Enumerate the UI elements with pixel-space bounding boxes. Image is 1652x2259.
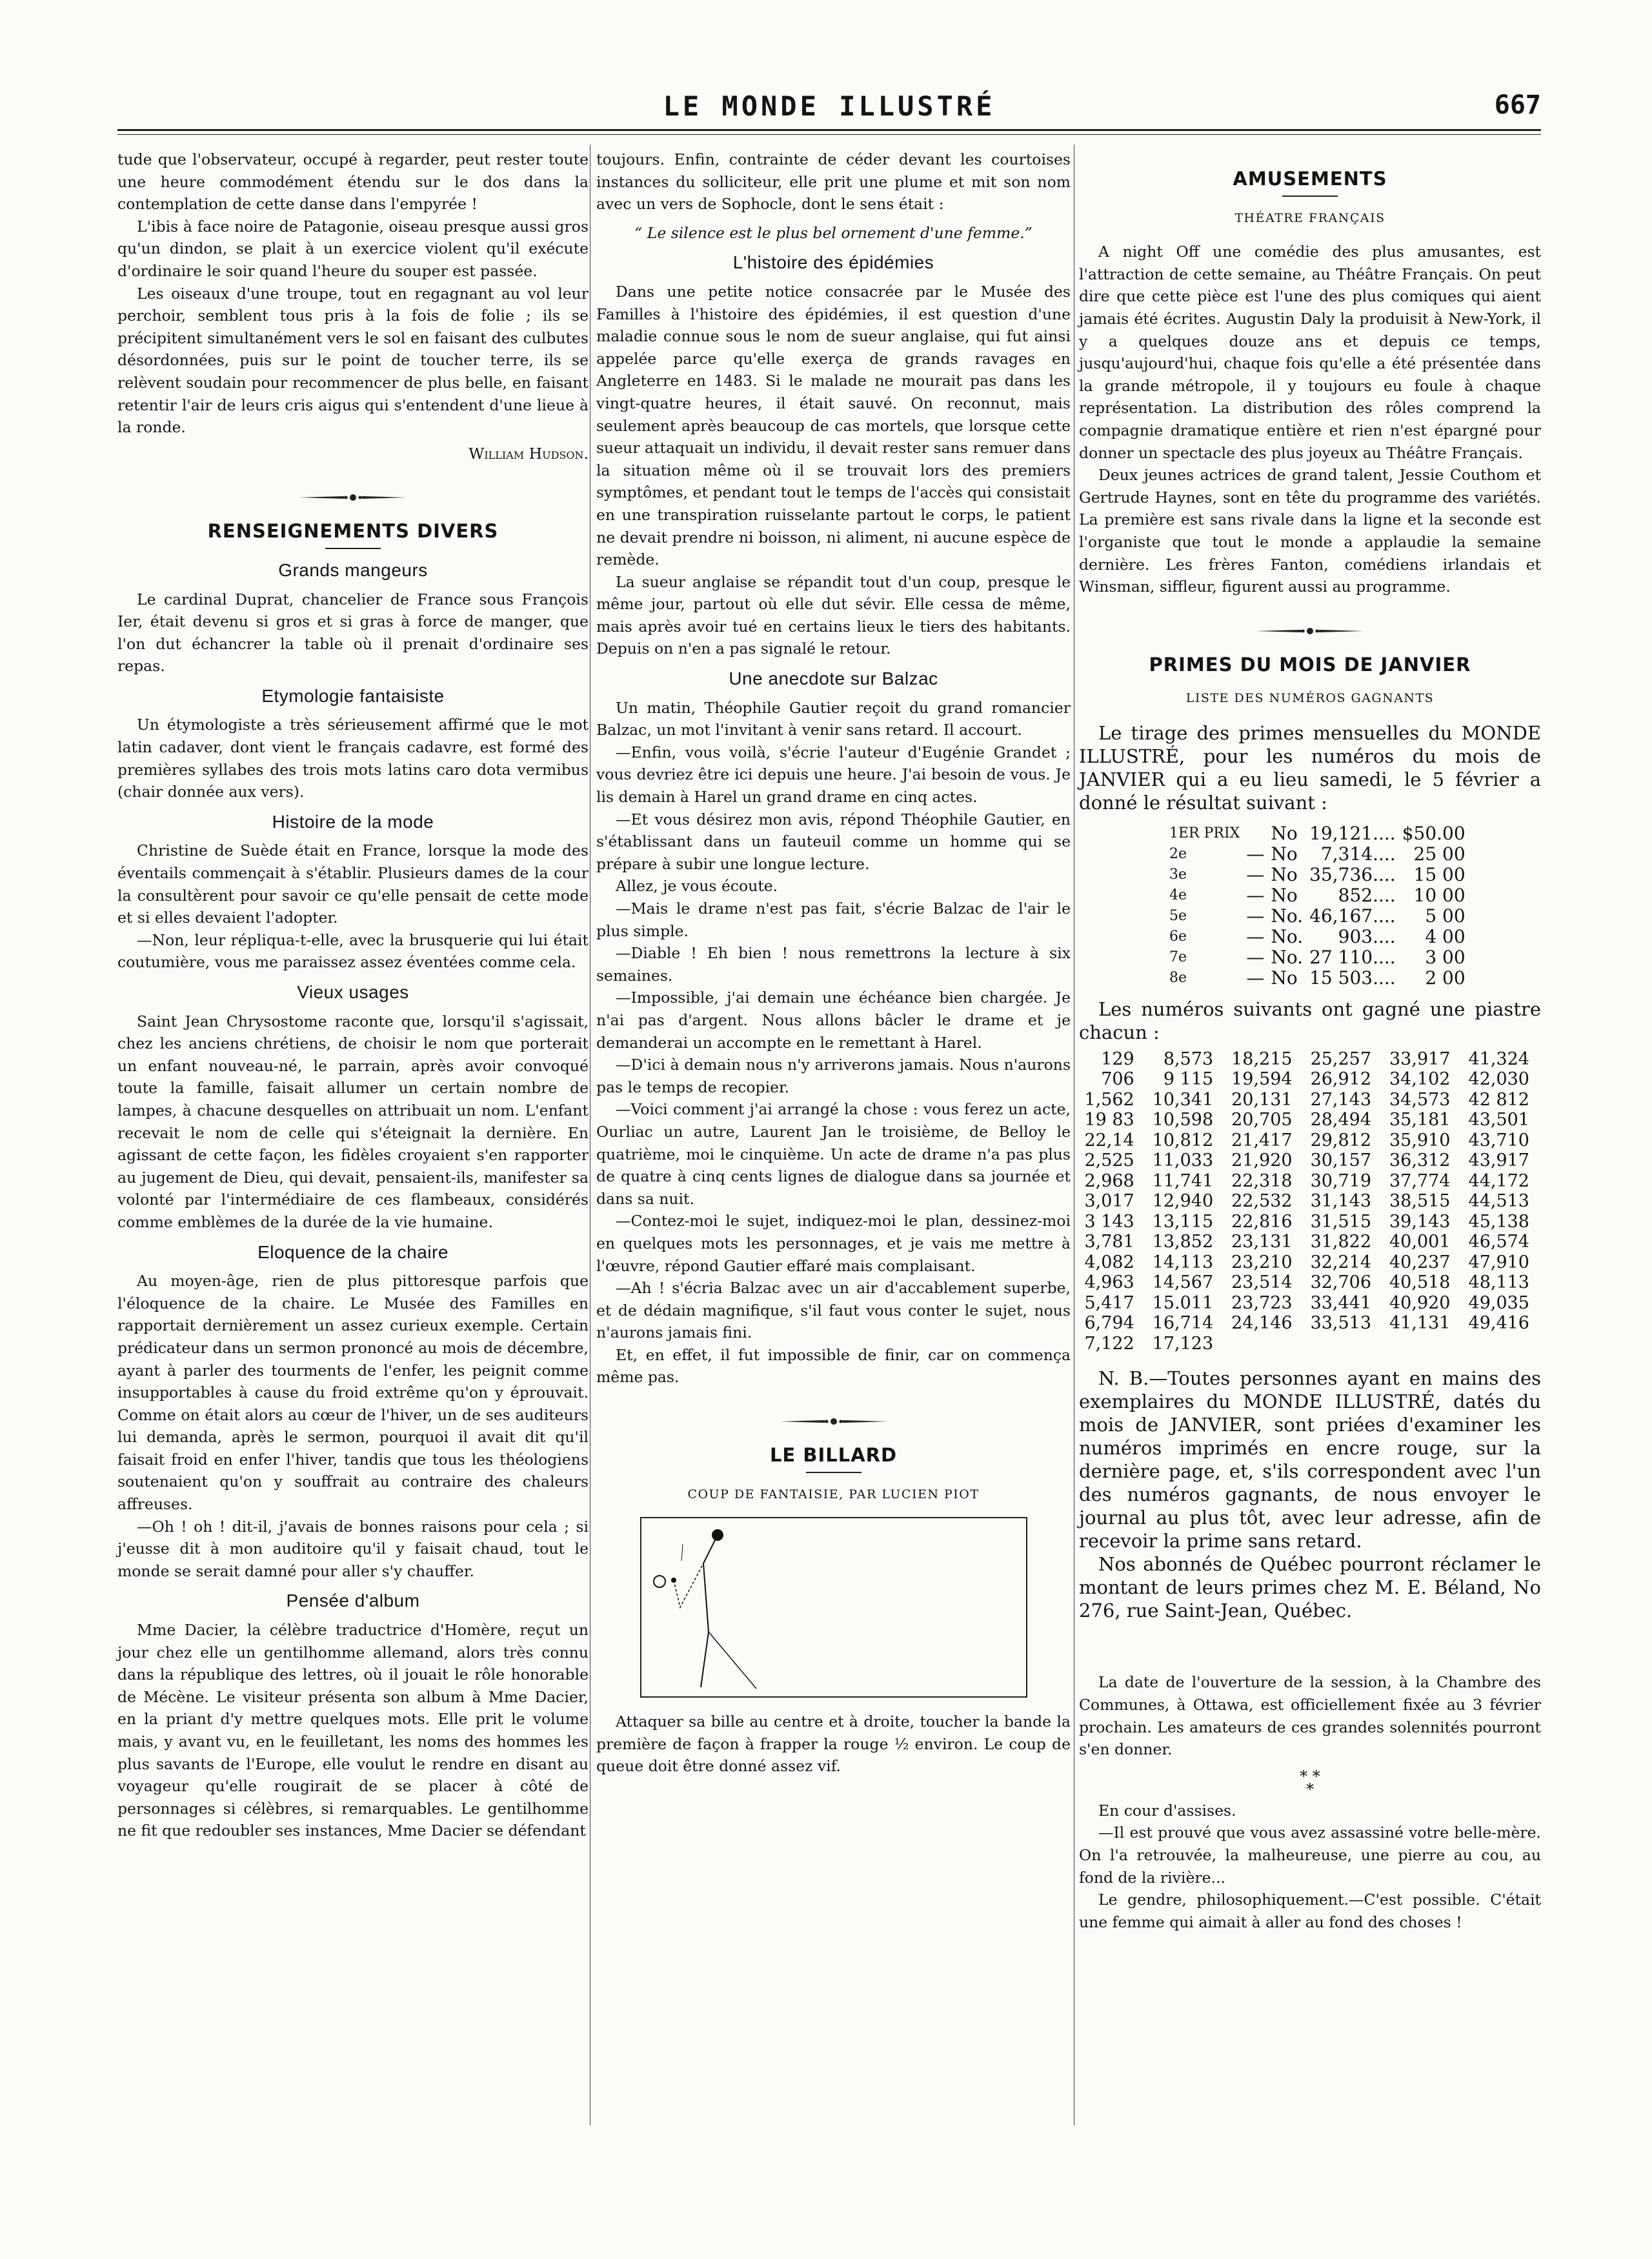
prize-amount: 5 00 — [1425, 905, 1466, 927]
prize-rank: 5e — [1169, 907, 1187, 924]
winning-number: 31,822 — [1310, 1232, 1372, 1252]
billard-title: LE BILLARD — [769, 1444, 898, 1467]
assises-paragraph-2: —Il est prouvé que vous avez assassiné votre belle-mère. On l'a retrouvée, la malheureuse, une pierre au cou, au fond de la rivière... — [1079, 1823, 1541, 1887]
numbers-row — [1079, 1334, 1541, 1354]
prize-amount: 3 00 — [1425, 946, 1466, 968]
winning-number: 17,123 — [1152, 1333, 1214, 1354]
balzac-paragraph-2: —Enfin, vous voilà, s'écrie l'auteur d'Eugénie Grandet ; vous devriez être ici depuis une heure. J'ai besoin de vous. Je lis demain à Harel un grand drame en cinq actes. — [596, 743, 1071, 807]
winning-number: 34,102 — [1389, 1069, 1451, 1090]
prize-number: 19,121.... — [1309, 822, 1396, 844]
winning-number: 42 812 — [1468, 1089, 1529, 1110]
prize-amount: 15 00 — [1413, 863, 1466, 885]
header-rule — [117, 129, 1541, 131]
winning-number: 21,920 — [1231, 1150, 1293, 1171]
winning-number: 14,113 — [1152, 1252, 1214, 1272]
winning-number: 27,143 — [1310, 1089, 1372, 1110]
balzac-paragraph-1: Un matin, Théophile Gautier reçoit du grand romancier Balzac, un mot l'invitant à venir sans retard. Il accourt. — [596, 698, 1071, 739]
prize-row — [1169, 823, 1472, 844]
assises-anecdote — [1079, 1800, 1541, 1934]
grands-mangeurs-text: Le cardinal Duprat, chancelier de France sous François Ier, était devenu si gros et si gras à force de manger, que l'on dut échancrer la table où il prenait d'ordinaire ses repas. — [117, 590, 589, 676]
prize-number: 7,314.... — [1320, 843, 1396, 865]
winning-number: 25,257 — [1310, 1049, 1372, 1069]
pensee-continued: toujours. Enfin, contrainte de céder devant les courtoises instances du solliciteur, elle prit une plume et mit son nom avec un vers de Sophocle, dont le sens était : — [596, 150, 1071, 214]
vieux-usages-text: Saint Jean Chrysostome raconte que, lorsqu'il s'agissait, chez les anciens chrétiens, de choisir le nom que porterait un enfant nouveau-né, le parrain, après avoir convoqué toute la famille, faisait allumer un certain nombre de lampes, à chacune desquelles on attribuait un nom. L'enfant recevait le nom de celle qui s'éteignait la dernière. En agissant de cette façon, les fidèles croyaient s'en rapporter au jugement de Dieu, qui devait, pensaient-ils, manifester sa volonté par l'intermédiaire de ces flambeaux, considérés comme emblèmes de la durée de la vie humaine. — [117, 1012, 589, 1231]
winning-number — [1383, 1334, 1462, 1354]
winning-number: 40,518 — [1389, 1272, 1451, 1293]
balzac-paragraph-11: —Ah ! s'écria Balzac avec un air d'accablement superbe, et de dédain magnifique, s'il faut vous conter le sujet, nous n'aurons jamais fini. — [596, 1279, 1071, 1342]
prize-rank: 3e — [1169, 866, 1187, 883]
winning-number: 7,122 — [1084, 1333, 1134, 1354]
winning-number: 20,131 — [1231, 1089, 1293, 1110]
winning-number: 2,525 — [1084, 1150, 1134, 1171]
winning-number: 13,115 — [1152, 1211, 1214, 1232]
winning-number: 34,573 — [1389, 1089, 1451, 1110]
winning-number: 9 115 — [1163, 1069, 1214, 1090]
eloquence-paragraph-2: —Oh ! oh ! dit-il, j'avais de bonnes raisons pour cela ; si j'eusse dit à mon auditoire qu'il y faisait chaud, tout le monde se serait damné pour aller s'y chauffer. — [117, 1517, 589, 1580]
winning-number: 40,920 — [1389, 1292, 1451, 1313]
short-rule — [806, 1472, 861, 1473]
winning-number: 4,963 — [1084, 1272, 1134, 1293]
epidemies-paragraph-2: La sueur anglaise se répandit tout d'un coup, presque le même jour, partout où elle dut sévir. Elle cessa de même, mais après avoir tué en certains lieux le tiers des habitants. Depuis on n'en a pas signalé le retour. — [596, 572, 1071, 658]
winning-number: 8,573 — [1163, 1049, 1214, 1069]
balzac-paragraph-5: —Mais le drame n'est pas fait, s'écrie Balzac de l'air le plus simple. — [596, 899, 1071, 940]
prize-rank: 7e — [1169, 949, 1187, 965]
winning-number: 23,723 — [1231, 1292, 1293, 1313]
winning-number: 26,912 — [1310, 1069, 1372, 1090]
primes-subtitle: LISTE DES NUMÉROS GAGNANTS — [1185, 691, 1435, 706]
hudson-paragraph-3: Les oiseaux d'une troupe, tout en regagnant au vol leur perchoir, semblent tous pris à la fois de folie ; ils se précipitent simultanément vers le sol en faisant des culbutes désordonnées, puis sur le point de toucher terre, ils se relèvent soudain pour recommencer de plus belle, en faisant retentir l'air de leurs cris aigus qui s'entendent d'une lieue à la ronde. — [117, 284, 589, 437]
winning-number: 3 143 — [1084, 1211, 1134, 1232]
winning-number: 13,852 — [1152, 1232, 1214, 1252]
winning-number: 31,515 — [1310, 1211, 1372, 1232]
balzac-paragraph-10: —Contez-moi le sujet, indiquez-moi le plan, dessinez-moi en quelques mots les personnages, et je vais me mettre à l'œuvre, répond Gautier effaré mais complaisant. — [596, 1212, 1071, 1275]
winning-number: 5,417 — [1084, 1292, 1134, 1313]
numbers-row — [1079, 1150, 1541, 1171]
pensee-title: Pensée d'album — [286, 1591, 420, 1611]
winning-number: 35,910 — [1389, 1130, 1451, 1150]
winning-number: 14,567 — [1152, 1272, 1214, 1293]
winning-number: 29,812 — [1310, 1130, 1372, 1150]
prize-rank: 4e — [1169, 887, 1187, 903]
balzac-paragraph-7: —Impossible, j'ai demain une échéance bien chargée. Je n'ai pas d'argent. Nous allons bâcler le drame et je demanderai un accompte en le remettant à Harel. — [596, 989, 1071, 1052]
winning-number: 10,812 — [1152, 1130, 1214, 1150]
winning-number: 23,210 — [1231, 1252, 1293, 1272]
prize-row — [1169, 906, 1472, 927]
numbers-row — [1079, 1049, 1541, 1070]
epidemies-paragraph-1: Dans une petite notice consacrée par le Musée des Familles à l'histoire des épidémies, il est question d'une maladie connue sous le nom de sueur anglaise, qui fut ainsi appelée parce qu'elle exerça de grands ravages en Angleterre en 1483. Si le malade ne mourait pas dans les vingt-quatre heures, il était sauvé. On reconnut, mais seulement après beaucoup de cas mortels, que lorsque cette sueur attaquait un individu, il devait rester sans remuer dans la situation même où il se trouvait lors des premiers symptômes, et pendant tout le temps de l'accès qui consistait en une transpiration ruisselante partout le corps, le patient ne devait prendre ni boisson, ni aliment, ni aucune espèce de remède. — [596, 282, 1071, 569]
prize-amount: 25 00 — [1413, 843, 1466, 865]
eloquence-title: Eloquence de la chaire — [257, 1241, 448, 1262]
winning-number: 3,017 — [1084, 1191, 1134, 1212]
numbers-row — [1079, 1232, 1541, 1252]
prize-dash: — — [1246, 946, 1265, 968]
billiard-table-diagram — [640, 1517, 1027, 1698]
winning-number: 43,710 — [1468, 1130, 1529, 1150]
prize-label: No. — [1271, 925, 1304, 947]
numbers-row — [1079, 1272, 1541, 1293]
prize-label: No — [1271, 843, 1298, 865]
nb-text: N. B.—Toutes personnes ayant en mains des exemplaires du MONDE ILLUSTRÉ, datés du mois de JANVIER, sont priées d'examiner les numéros imprimés en encre rouge, sur la dernière page, et, s'ils correspondent avec l'un des numéros gagnants, de nous envoyer le journal au plus tôt, avec leur adresse, afin de recevoir la prime sans retard. — [1079, 1367, 1541, 1552]
ornament-divider-icon — [1079, 627, 1541, 636]
balzac-paragraph-8: —D'ici à demain nous n'y arriverons jamais. Nous n'aurons pas le temps de recopier. — [596, 1056, 1071, 1096]
winning-number: 43,501 — [1468, 1110, 1529, 1130]
numbers-row — [1079, 1110, 1541, 1130]
prize-rank: 8e — [1169, 969, 1187, 986]
winning-number: 39,143 — [1389, 1211, 1451, 1232]
prize-dash: — — [1246, 843, 1265, 865]
winning-number: 129 — [1101, 1049, 1134, 1069]
prize-dash: — — [1246, 884, 1265, 906]
sophocle-quote: “ Le silence est le plus bel ornement d'une femme.” — [634, 223, 1032, 242]
etymologie-text: Un étymologiste a très sérieusement affirmé que le mot latin cadaver, dont vient le français cadavre, est formé des premières syllabes des trois mots latins caro dota vermibus (chair donnée aux vers). — [117, 716, 589, 801]
winning-number: 4,082 — [1084, 1252, 1134, 1272]
amusements-paragraph-1: A night Off une comédie des plus amusantes, est l'attraction de cette semaine, au Théâtre Français. On peut dire que cette pièce est l'une des plus comiques qui aient jamais été écrites. Augustin Daly la produisit à New-York, il y a quelques douze ans et depuis ce temps, jusqu'aujourd'hui, chaque fois qu'elle a été présentée dans la grande métropole, il y toujours eu foule à chaque représentation. La distribution des rôles comprend la compagnie dramatique entière et rien n'est épargné pour donner un spectacle des plus joyeux au Théâtre Français. — [1079, 243, 1541, 462]
winning-number: 45,138 — [1468, 1211, 1529, 1232]
amusements-paragraph-2: Deux jeunes actrices de grand talent, Jessie Couthom et Gertrude Haynes, sont en tête du programme des variétés. La première est sans rivale dans la ligne et la seconde est l'organiste que tout le monde a applaudie la semaine dernière. Les frères Fanton, comédiens irlandais et Winsman, siffleur, figurent aussi au programme. — [1079, 466, 1541, 596]
winning-number: 21,417 — [1231, 1130, 1293, 1150]
winning-number: 19,594 — [1231, 1069, 1293, 1090]
balzac-paragraph-6: —Diable ! Eh bien ! nous remettrons la lecture à six semaines. — [596, 944, 1071, 985]
prize-dash — [1246, 823, 1271, 844]
winning-number: 32,214 — [1310, 1252, 1372, 1272]
primes-title: PRIMES DU MOIS DE JANVIER — [1149, 653, 1471, 676]
balzac-paragraph-9: —Voici comment j'ai arrangé la chose : vous ferez un acte, Ourliac un autre, Laurent Jan le troisième, de Belloy le quatrième, moi le cinquième. Un acte de drame n'a pas plus de quatre à cinq cents lignes de dialogue dans sa journée et dans sa nuit. — [596, 1100, 1071, 1208]
balzac-title: Une anecdote sur Balzac — [729, 668, 938, 689]
winning-number: 16,714 — [1152, 1313, 1214, 1334]
assises-paragraph-3: Le gendre, philosophiquement.—C'est possible. C'était une femme qui aimait à aller au fond des choses ! — [1079, 1891, 1541, 1931]
winning-number: 19 83 — [1084, 1110, 1134, 1130]
histoire-mode-title: Histoire de la mode — [272, 811, 434, 832]
winning-number: 2,968 — [1084, 1170, 1134, 1191]
prize-number: 852.... — [1338, 884, 1396, 906]
winning-number: 33,513 — [1310, 1313, 1372, 1334]
balzac-anecdote — [596, 697, 1071, 1389]
prize-rank: 2e — [1169, 845, 1187, 862]
session-text: La date de l'ouverture de la session, à la Chambre des Communes, à Ottawa, est officiellement fixée au 3 février prochain. Les amateurs de ces grandes solennités pourront s'en donner. — [1079, 1673, 1541, 1759]
winning-number: 30,719 — [1310, 1170, 1372, 1191]
winning-number: 22,816 — [1231, 1211, 1293, 1232]
winning-number: 1,562 — [1084, 1089, 1134, 1110]
prize-rank: 1ER PRIX — [1169, 825, 1240, 841]
winning-number: 38,515 — [1389, 1191, 1451, 1212]
billard-subtitle: COUP DE FANTAISIE, PAR LUCIEN PIOT — [687, 1487, 980, 1501]
numbers-row — [1079, 1171, 1541, 1192]
eloquence-paragraph-1: Au moyen-âge, rien de plus pittoresque parfois que l'éloquence de la chaire. Le Musée des Familles en rapportait dernièrement un assez curieux exemple. Certain prédicateur dans un sermon prononcé au mois de décembre, ayant à parler des tourments de l'enfer, les peignit comme insupportables à cause du froid extrême qu'on y éprouvait. Comme on était alors au cœur de l'hiver, un de ses auditeurs lui demanda, après le sermon, pourquoi il avait dit qu'il faisait froid en enfer l'hiver, tandis que tous les théologiens soutenaient qu'on y souffrait au contraire des chaleurs affreuses. — [117, 1272, 589, 1514]
prize-row — [1169, 865, 1472, 885]
winning-number: 6,794 — [1084, 1313, 1134, 1334]
prize-number: 27 110.... — [1309, 946, 1396, 968]
numbers-row — [1079, 1069, 1541, 1090]
winning-number: 44,513 — [1468, 1191, 1529, 1212]
winning-number: 20,705 — [1231, 1110, 1293, 1130]
short-rule — [1282, 196, 1338, 197]
winning-number: 22,14 — [1084, 1130, 1134, 1150]
assises-paragraph-1: En cour d'assises. — [1098, 1801, 1236, 1820]
winning-numbers-table — [1079, 1049, 1541, 1354]
winning-number: 48,113 — [1468, 1272, 1529, 1293]
winning-number: 706 — [1101, 1069, 1134, 1090]
winning-number — [1304, 1334, 1383, 1354]
renseignements-title: RENSEIGNEMENTS DIVERS — [207, 520, 499, 543]
histoire-mode-paragraph-2: —Non, leur répliqua-t-elle, avec la brusquerie qui lui était coutumière, vous me paraissez assez éventées comme cela. — [117, 930, 589, 972]
prize-row — [1169, 885, 1472, 906]
winning-number: 40,001 — [1389, 1232, 1451, 1252]
winning-number: 11,741 — [1152, 1170, 1214, 1191]
prize-amount: 10 00 — [1413, 884, 1466, 906]
winning-number: 12,940 — [1152, 1191, 1214, 1212]
winning-number: 22,318 — [1231, 1170, 1293, 1191]
newspaper-title: LE MONDE ILLUSTRÉ — [663, 90, 996, 122]
winning-number: 49,416 — [1468, 1313, 1529, 1334]
asterism-icon: * * * — [1300, 1767, 1320, 1798]
winning-number: 18,215 — [1231, 1049, 1293, 1069]
winning-number: 22,532 — [1231, 1191, 1293, 1212]
column-2 — [596, 148, 1071, 1778]
winning-number: 47,910 — [1468, 1252, 1529, 1272]
winning-number — [1225, 1334, 1304, 1354]
column-1 — [117, 148, 589, 1842]
short-rule — [325, 548, 381, 549]
winning-number: 32,706 — [1310, 1272, 1372, 1293]
etymologie-title: Etymologie fantaisiste — [261, 685, 445, 706]
hudson-paragraph-1: tude que l'observateur, occupé à regarder, peut rester toute une heure commodément étendu sur le dos dans la contemplation de cette danse dans l'empyrée ! — [117, 150, 589, 214]
numbers-row — [1079, 1090, 1541, 1110]
prize-row — [1169, 947, 1472, 968]
numbers-row — [1079, 1252, 1541, 1273]
hudson-signature: William Hudson. — [468, 444, 589, 463]
prize-number: 903.... — [1338, 925, 1396, 947]
winning-number: 33,441 — [1310, 1292, 1372, 1313]
winning-number — [1462, 1334, 1541, 1354]
winning-number: 30,157 — [1310, 1150, 1372, 1171]
prize-label: No — [1271, 822, 1298, 844]
prize-amount: $50.00 — [1402, 822, 1466, 844]
primes-intro: Le tirage des primes mensuelles du MONDE ILLUSTRÉ, pour les numéros du mois de JANVIER qui a eu lieu samedi, le 5 février a donné le résultat suivant : — [1079, 721, 1541, 814]
prize-amount: 2 00 — [1425, 967, 1466, 989]
prize-label: No — [1271, 967, 1298, 989]
prize-number: 15 503.... — [1309, 967, 1396, 989]
prize-row — [1169, 844, 1472, 865]
winning-number: 11,033 — [1152, 1150, 1214, 1171]
numbers-row — [1079, 1212, 1541, 1232]
balzac-paragraph-4: Allez, je vous écoute. — [616, 877, 778, 896]
winning-number: 36,312 — [1389, 1150, 1451, 1171]
winning-number: 33,917 — [1389, 1049, 1451, 1069]
prize-rank: 6e — [1169, 928, 1187, 945]
prize-amount: 4 00 — [1425, 925, 1466, 947]
balzac-paragraph-3: —Et vous désirez mon avis, répond Théophile Gautier, en s'établissant dans un fauteuil comme un homme qui se prépare à subir une longue lecture. — [596, 810, 1071, 873]
epidemies-title: L'histoire des épidémies — [732, 252, 934, 273]
column-3 — [1079, 148, 1541, 1933]
header-rule-thin — [117, 134, 1541, 135]
ornament-divider-icon — [596, 1417, 1071, 1426]
billiard-shot-icon — [641, 1518, 1026, 1696]
prize-label: No. — [1271, 905, 1304, 927]
piastre-text: Les numéros suivants ont gagné une piastre chacun : — [1079, 998, 1541, 1043]
winning-number: 23,131 — [1231, 1232, 1293, 1252]
vieux-usages-title: Vieux usages — [297, 982, 409, 1002]
numbers-row — [1079, 1191, 1541, 1212]
winning-number: 40,237 — [1389, 1252, 1451, 1272]
prize-row — [1169, 927, 1472, 947]
spacer — [1079, 1622, 1541, 1671]
winning-number: 3,781 — [1084, 1232, 1134, 1252]
numbers-row — [1079, 1313, 1541, 1334]
numbers-row — [1079, 1130, 1541, 1151]
winning-number: 49,035 — [1468, 1292, 1529, 1313]
winning-number: 23,514 — [1231, 1272, 1293, 1293]
winning-number: 15.011 — [1152, 1292, 1214, 1313]
winning-number: 37,774 — [1389, 1170, 1451, 1191]
prize-number: 46,167.... — [1309, 905, 1396, 927]
prize-dash: — — [1246, 863, 1265, 885]
hudson-paragraph-2: L'ibis à face noire de Patagonie, oiseau presque aussi gros qu'un dindon, se plait à un exercice violent qu'il exécute d'ordinaire le soir quand l'heure du souper est passée. — [117, 217, 589, 280]
prize-table — [1169, 823, 1472, 989]
pensee-text: Mme Dacier, la célèbre traductrice d'Homère, reçut un jour chez elle un gentilhomme allemand, alors très connu dans la république des lettres, où il jouait le rôle honorable de Mécène. Le visiteur présenta son album à Mme Dacier, en la priant d'y mettre quelques mots. Elle prit le volume mais, y avant vu, en le feuilletant, les noms des hommes les plus savants de l'Europe, elle voulut le rendre en disant au voyageur qu'elle rougirait de se placer à côté de personnages si célèbres, si remarquables. Le gentilhomme ne fit que redoubler ses instances, Mme Dacier se défendant — [117, 1621, 589, 1840]
ornament-divider-icon — [117, 493, 589, 502]
winning-number: 41,324 — [1468, 1049, 1529, 1069]
prize-dash: — — [1246, 905, 1265, 927]
billard-caption: Attaquer sa bille au centre et à droite, toucher la bande la première de façon à frapper la rouge ½ environ. Le coup de queue doit être donné assez vif. — [596, 1712, 1071, 1776]
winning-number: 44,172 — [1468, 1170, 1529, 1191]
amusements-title: AMUSEMENTS — [1233, 168, 1387, 190]
winning-number: 46,574 — [1468, 1232, 1529, 1252]
winning-number: 24,146 — [1231, 1313, 1293, 1334]
numbers-row — [1079, 1293, 1541, 1314]
prize-dash: — — [1246, 925, 1265, 947]
winning-number: 31,143 — [1310, 1191, 1372, 1212]
balzac-paragraph-12: Et, en effet, il fut impossible de finir, car on commença même pas. — [596, 1345, 1071, 1387]
prize-label: No. — [1271, 946, 1304, 968]
winning-number: 10,341 — [1152, 1089, 1214, 1110]
grands-mangeurs-title: Grands mangeurs — [278, 559, 428, 580]
winning-number: 35,181 — [1389, 1110, 1451, 1130]
winning-number: 42,030 — [1468, 1069, 1529, 1090]
quebec-text: Nos abonnés de Québec pourront réclamer le montant de leurs primes chez M. E. Béland, No 276, rue Saint-Jean, Québec. — [1079, 1553, 1541, 1622]
winning-number: 10,598 — [1152, 1110, 1214, 1130]
winning-number: 28,494 — [1310, 1110, 1372, 1130]
prize-label: No — [1271, 884, 1298, 906]
winning-number: 43,917 — [1468, 1150, 1529, 1171]
prize-number: 35,736.... — [1309, 863, 1396, 885]
page-number: 667 — [1494, 90, 1541, 120]
theatre-heading: THÉATRE FRANÇAIS — [1234, 210, 1385, 225]
histoire-mode-paragraph-1: Christine de Suède était en France, lorsque la mode des éventails commençait à s'établir. Plusieurs dames de la cour la consultèrent pour savoir ce qu'elle pensait de cette mode et si elles devaient l'adopter. — [117, 841, 589, 927]
winning-number: 41,131 — [1389, 1313, 1451, 1334]
prize-row — [1169, 968, 1472, 989]
prize-label: No — [1271, 863, 1298, 885]
prize-dash: — — [1246, 967, 1265, 989]
